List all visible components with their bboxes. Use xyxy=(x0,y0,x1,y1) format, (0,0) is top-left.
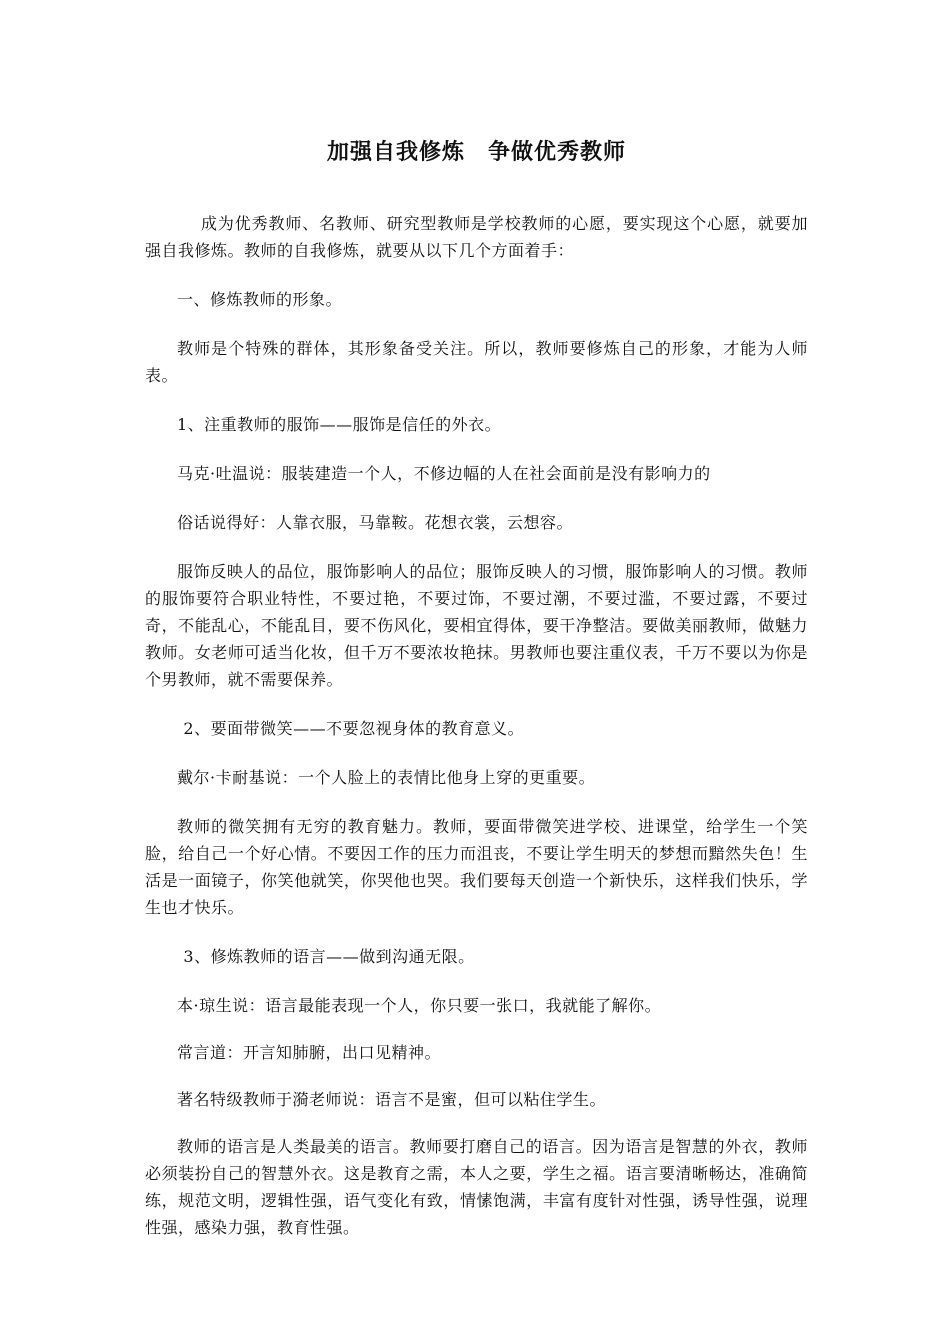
subheading-smile: 2、要面带微笑——不要忽视身体的教育意义。 xyxy=(183,719,525,738)
quote-proverb: 俗话说得好：人靠衣服，马靠鞍。花想衣裳，云想容。 xyxy=(177,513,574,532)
paragraph-attire: 服饰反映人的品位，服饰影响人的品位；服饰反映人的习惯，服饰影响人的习惯。教师的服饰要符合职业特性，不要过艳，不要过饰，不要过潮，不要过滥，不要过露，不要过奇，不能乱心，不能乱目，要不伤风化，要相宜得体，要干净整洁。要做美丽教师，做魅力教师。女老师可适当化妆，但千万不要浓妆艳抹。男教师也要注重仪表，千万不要以为你是个男教师，就不需要保养。 xyxy=(145,562,808,689)
document-title: 加强自我修炼 争做优秀教师 xyxy=(326,139,626,165)
subheading-language: 3、修炼教师的语言——做到沟通无限。 xyxy=(183,947,475,966)
quote-saying: 常言道：开言知肺腑，出口见精神。 xyxy=(177,1043,442,1062)
paragraph-smile: 教师的微笑拥有无穷的教育魅力。教师，要面带微笑进学校、进课堂，给学生一个笑脸，给自己一个好心情。不要因工作的压力而沮丧，不要让学生明天的梦想而黯然失色！生活是一面镜子，你笑他就笑，你哭他也哭。我们要每天创造一个新快乐，这样我们快乐，学生也才快乐。 xyxy=(145,817,808,917)
section-heading-image: 一、修炼教师的形象。 xyxy=(177,290,343,309)
quote-yu-yi: 著名特级教师于漪老师说：语言不是蜜，但可以粘住学生。 xyxy=(177,1090,607,1109)
paragraph-image: 教师是个特殊的群体，其形象备受关注。所以，教师要修炼自己的形象，才能为人师表。 xyxy=(145,339,808,385)
quote-mark-twain: 马克·吐温说：服装建造一个人，不修边幅的人在社会面前是没有影响力的 xyxy=(177,464,711,483)
quote-ben-jonson: 本·琼生说：语言最能表现一个人，你只要一张口，我就能了解你。 xyxy=(177,996,662,1015)
subheading-attire: 1、注重教师的服饰——服饰是信任的外衣。 xyxy=(177,415,502,434)
document-body xyxy=(145,210,808,1263)
paragraph-language: 教师的语言是人类最美的语言。教师要打磨自己的语言。因为语言是智慧的外衣，教师必须装扮自己的智慧外衣。这是教育之需，本人之要，学生之福。语言要清晰畅达，准确简练，规范文明，逻辑性强，语气变化有致，情愫饱满，丰富有度针对性强，诱导性强，说理性强，感染力强，教育性强。 xyxy=(145,1137,808,1237)
quote-carnegie: 戴尔·卡耐基说：一个人脸上的表情比他身上穿的更重要。 xyxy=(177,768,596,787)
intro-paragraph: 成为优秀教师、名教师、研究型教师是学校教师的心愿，要实现这个心愿，就要加强自我修炼。教师的自我修炼，就要从以下几个方面着手： xyxy=(145,214,808,260)
